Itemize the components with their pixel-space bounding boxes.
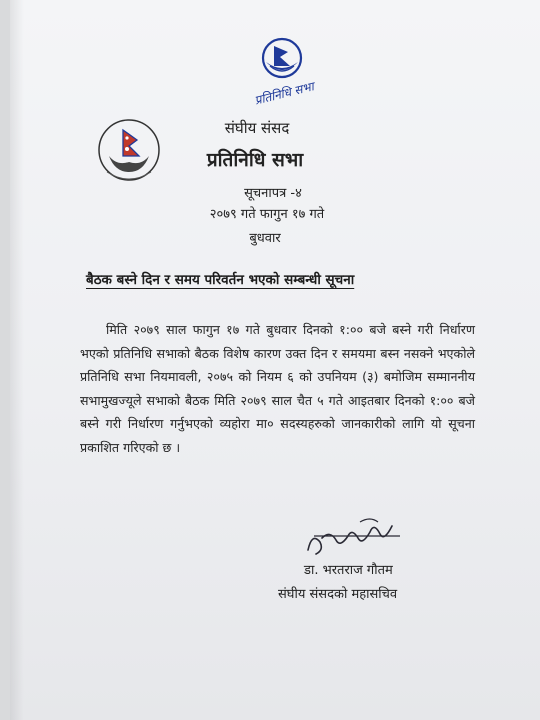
house-emblem-icon <box>252 36 324 108</box>
house-name: प्रतिनिधि सभा <box>206 149 304 171</box>
signature-icon <box>300 512 410 562</box>
notice-number: सूचनापत्र -४ <box>244 186 302 201</box>
emblem-caption: प्रतिनिधि सभा <box>253 79 316 108</box>
signatory-name: डा. भरतराज गौतम <box>304 563 393 578</box>
notice-weekday: बुधवार <box>249 231 281 246</box>
signatory-title: संघीय संसदको महासचिव <box>278 587 398 602</box>
parliament-name: संघीय संसद <box>224 119 290 137</box>
notice-date: २०७९ गते फागुन १७ गते <box>209 207 325 222</box>
notice-subject: बैठक बस्ने दिन र समय परिवर्तन भएको सम्बन्धी सूचना <box>86 272 355 288</box>
notice-body: मिति २०७९ साल फागुन १७ गते बुधवार दिनको १:०० बजे बस्ने गरी निर्धारण भएको प्रतिनिधि सभाको बैठक विशेष कारण उक्त दिन र समयमा बस्न नसक्ने भएकोले प्रतिनिधि सभा नियमावली, २०७५ को नियम ६ को उपनियम (३) बमोजिम सम्माननीय सभामुखज्यूले सभाको बैठक मिति २०७९ साल चैत ५ गते आइतबार दिनको १:०० बजे बस्ने गरी निर्धारण गर्नुभएको व्यहोरा मा० सदस्यहरुको जानकारीको लागि यो सूचना प्रकाशित गरिएको छ । <box>80 322 475 455</box>
